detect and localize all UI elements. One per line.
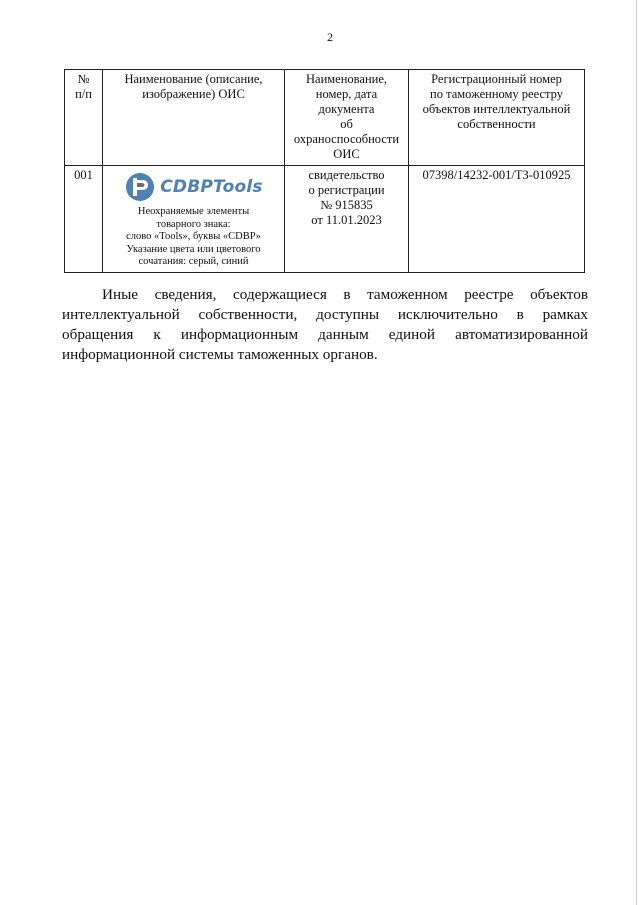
- description-line: сочатания: серый, синий: [138, 256, 249, 267]
- cdbp-logo-icon: [124, 172, 156, 202]
- trademark-description: [106, 206, 281, 269]
- header-line: собственности: [457, 117, 536, 131]
- description-line: Указание цвета или цветового: [126, 243, 261, 255]
- header-line: №: [77, 72, 90, 86]
- header-document: [285, 70, 409, 166]
- header-line: п/п: [75, 87, 92, 101]
- description-line: слово «Tools», буквы «CDBP»: [126, 231, 261, 242]
- header-line: охраноспособности: [293, 132, 400, 146]
- header-number: [65, 70, 103, 166]
- table-row: [65, 166, 585, 273]
- row-number: 001: [65, 166, 103, 273]
- page-number: 2: [327, 30, 333, 44]
- header-registration: [409, 70, 585, 166]
- trademark-logo: [106, 172, 281, 202]
- info-paragraph: Иные сведения, содержащиеся в таможенном реестре объектов интеллектуальной собственности, доступны исключительно в рамках обращения к информационным данным единой автоматизированной информационной системы таможенных органов.: [62, 286, 588, 364]
- header-line: изображение) ОИС: [142, 87, 245, 101]
- document-line: от 11.01.2023: [311, 213, 382, 227]
- table-header-row: [65, 70, 585, 166]
- header-name: [103, 70, 285, 166]
- header-line: документа: [318, 102, 375, 116]
- ois-table: [64, 69, 585, 273]
- header-line: Наименование,: [306, 72, 387, 86]
- document-line: № 915835: [320, 198, 373, 212]
- header-line: объектов интеллектуальной: [422, 102, 571, 116]
- header-line: Регистрационный номер: [431, 72, 562, 86]
- document-line: свидетельство: [308, 168, 385, 182]
- trademark-cell: [103, 166, 285, 273]
- registration-number: 07398/14232-001/ТЗ-010925: [409, 166, 585, 273]
- document-line: о регистрации: [308, 183, 385, 197]
- page-edge: [636, 0, 637, 905]
- trademark-wordmark: CDBPTools: [160, 176, 263, 197]
- description-line: товарного знака:: [156, 218, 231, 230]
- header-line: по таможенному реестру: [430, 87, 563, 101]
- header-line: об: [340, 117, 353, 131]
- header-line: ОИС: [333, 147, 360, 161]
- document-cell: [285, 166, 409, 273]
- header-line: номер, дата: [315, 87, 378, 101]
- description-line: Неохраняемые элементы: [137, 206, 250, 217]
- header-line: Наименование (описание,: [124, 72, 263, 86]
